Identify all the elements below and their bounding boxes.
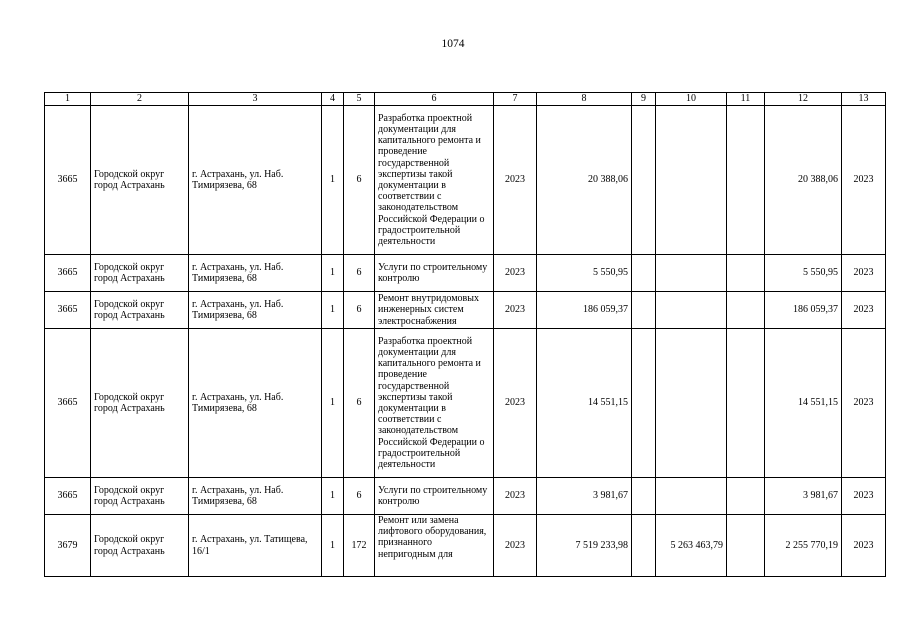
municipality: Городской округ город Астрахань [91,478,189,515]
col-12-value: 3 981,67 [765,478,842,515]
column-number: 12 [765,93,842,106]
column-number: 13 [842,93,886,106]
page-number: 1074 [441,38,465,50]
year: 2023 [494,106,537,255]
col-4-value: 1 [322,292,344,329]
column-number: 10 [656,93,727,106]
col-11-value [727,106,765,255]
col-12-value: 186 059,37 [765,292,842,329]
column-number: 8 [537,93,632,106]
total-cost: 5 550,95 [537,255,632,292]
municipality: Городской округ город Астрахань [91,515,189,577]
year: 2023 [494,478,537,515]
column-number: 9 [632,93,656,106]
address: г. Астрахань, ул. Наб. Тимирязева, 68 [189,478,322,515]
col-4-value: 1 [322,255,344,292]
municipality: Городской округ город Астрахань [91,329,189,478]
record-id: 3665 [45,106,91,255]
col-5-value: 6 [344,329,375,478]
column-number: 2 [91,93,189,106]
column-number: 3 [189,93,322,106]
table-row [45,329,886,478]
completion-year: 2023 [842,255,886,292]
col-10-value: 5 263 463,79 [656,515,727,577]
completion-year: 2023 [842,515,886,577]
year: 2023 [494,329,537,478]
col-11-value [727,515,765,577]
col-12-value: 14 551,15 [765,329,842,478]
col-10-value [656,292,727,329]
total-cost: 7 519 233,98 [537,515,632,577]
completion-year: 2023 [842,478,886,515]
col-5-value: 6 [344,255,375,292]
completion-year: 2023 [842,329,886,478]
work-description: Услуги по строительному контролю [375,255,494,292]
col-10-value [656,255,727,292]
table-row [45,478,886,515]
table-row [45,106,886,255]
column-number: 11 [727,93,765,106]
col-5-value: 6 [344,106,375,255]
col-11-value [727,329,765,478]
col-4-value: 1 [322,106,344,255]
column-number: 1 [45,93,91,106]
col-10-value [656,478,727,515]
column-number: 7 [494,93,537,106]
register-table [44,92,886,577]
table-row [45,515,886,577]
year: 2023 [494,292,537,329]
col-5-value: 172 [344,515,375,577]
col-5-value: 6 [344,292,375,329]
total-cost: 3 981,67 [537,478,632,515]
municipality: Городской округ город Астрахань [91,255,189,292]
col-9-value [632,478,656,515]
total-cost: 20 388,06 [537,106,632,255]
record-id: 3665 [45,292,91,329]
year: 2023 [494,255,537,292]
col-11-value [727,255,765,292]
table-row [45,292,886,329]
column-number-row [45,93,886,106]
municipality: Городской округ город Астрахань [91,106,189,255]
total-cost: 186 059,37 [537,292,632,329]
address: г. Астрахань, ул. Наб. Тимирязева, 68 [189,329,322,478]
work-description: Ремонт или замена лифтового оборудования, признанного непригодным для [375,515,494,577]
column-number: 4 [322,93,344,106]
col-9-value [632,292,656,329]
col-11-value [727,292,765,329]
address: г. Астрахань, ул. Наб. Тимирязева, 68 [189,292,322,329]
address: г. Астрахань, ул. Татищева, 16/1 [189,515,322,577]
col-12-value: 2 255 770,19 [765,515,842,577]
col-10-value [656,329,727,478]
completion-year: 2023 [842,292,886,329]
col-11-value [727,478,765,515]
col-12-value: 20 388,06 [765,106,842,255]
col-9-value [632,329,656,478]
col-12-value: 5 550,95 [765,255,842,292]
col-4-value: 1 [322,478,344,515]
table-row [45,255,886,292]
col-4-value: 1 [322,515,344,577]
record-id: 3679 [45,515,91,577]
col-9-value [632,255,656,292]
record-id: 3665 [45,478,91,515]
total-cost: 14 551,15 [537,329,632,478]
work-description: Услуги по строительному контролю [375,478,494,515]
work-description: Ремонт внутридомовых инженерных систем электроснабжения [375,292,494,329]
completion-year: 2023 [842,106,886,255]
address: г. Астрахань, ул. Наб. Тимирязева, 68 [189,255,322,292]
column-number: 5 [344,93,375,106]
col-10-value [656,106,727,255]
municipality: Городской округ город Астрахань [91,292,189,329]
work-description: Разработка проектной документации для капитального ремонта и проведение государственной экспертизы такой документации в соответствии с законодательством Российской Федерации о градостроительной деятельности [375,106,494,255]
col-4-value: 1 [322,329,344,478]
address: г. Астрахань, ул. Наб. Тимирязева, 68 [189,106,322,255]
record-id: 3665 [45,329,91,478]
col-9-value [632,106,656,255]
col-5-value: 6 [344,478,375,515]
work-description: Разработка проектной документации для капитального ремонта и проведение государственной экспертизы такой документации в соответствии с законодательством Российской Федерации о градостроительной деятельности [375,329,494,478]
year: 2023 [494,515,537,577]
column-number: 6 [375,93,494,106]
col-9-value [632,515,656,577]
record-id: 3665 [45,255,91,292]
